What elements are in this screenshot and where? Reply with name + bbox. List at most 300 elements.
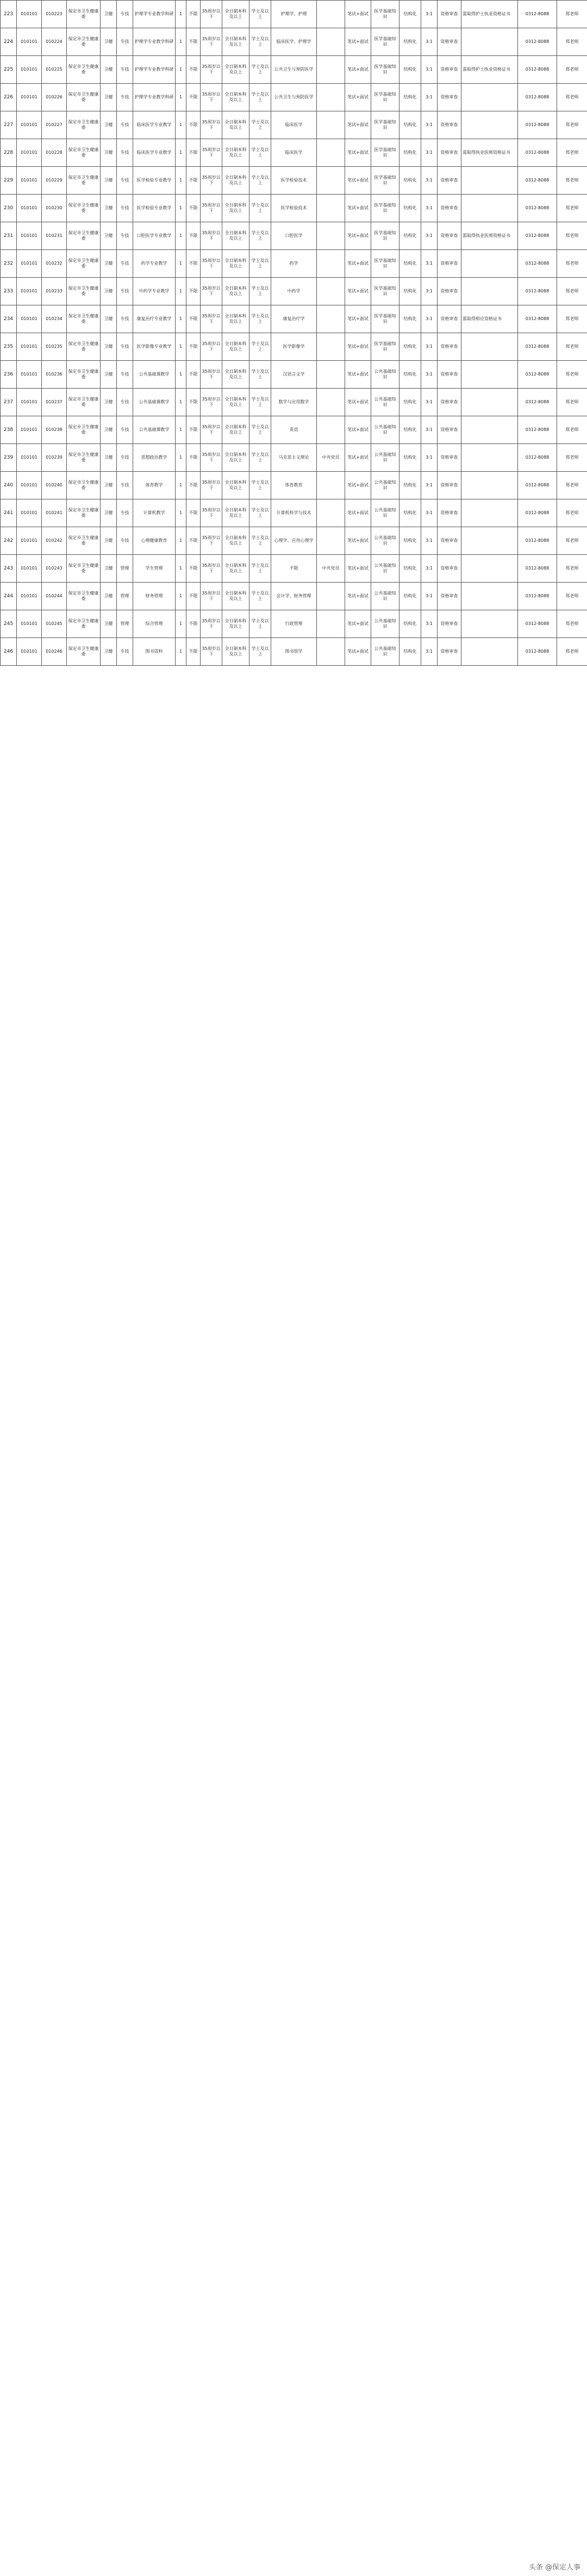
cell-org: 保定市卫生健康委 [67, 139, 101, 167]
cell-face: 结构化 [399, 278, 421, 305]
cell-cat: 专技 [117, 222, 133, 250]
cell-dept: 卫健 [101, 527, 117, 555]
table-row [1, 638, 587, 666]
cell-title: 心理健康教育 [133, 527, 176, 555]
cell-note: 需取得护士执业资格证书 [461, 1, 518, 28]
cell-no: 233 [1, 278, 17, 305]
cell-contact: 郑老师 [557, 305, 587, 333]
cell-age: 35周岁以下 [201, 111, 222, 139]
cell-face: 结构化 [399, 139, 421, 167]
cell-ratio: 3:1 [421, 1, 438, 28]
cell-dept: 卫健 [101, 250, 117, 278]
cell-unit: 010101 [17, 167, 42, 195]
cell-cat: 专技 [117, 139, 133, 167]
cell-dept: 卫健 [101, 139, 117, 167]
cell-ratio: 3:1 [421, 167, 438, 195]
cell-major: 马克思主义理论 [271, 444, 317, 472]
cell-other [317, 84, 345, 111]
cell-sex: 不限 [186, 527, 201, 555]
cell-major: 中药学 [271, 278, 317, 305]
cell-exam: 笔试+面试 [345, 416, 371, 444]
cell-title: 护理学专业教学科研 [133, 1, 176, 28]
cell-exam: 笔试+面试 [345, 167, 371, 195]
cell-sub: 医学基础知识 [371, 1, 399, 28]
cell-exam: 笔试+面试 [345, 28, 371, 56]
cell-dept: 卫健 [101, 333, 117, 361]
cell-edu: 全日制本科及以上 [222, 28, 249, 56]
cell-tel: 0312-8088 [518, 139, 557, 167]
watermark-text: 头条 @保定人事 [528, 2564, 580, 2572]
cell-ratio: 3:1 [421, 222, 438, 250]
cell-face: 结构化 [399, 472, 421, 499]
cell-exam: 笔试+面试 [345, 555, 371, 583]
cell-deg: 学士及以上 [249, 472, 271, 499]
cell-sex: 不限 [186, 84, 201, 111]
cell-title: 计算机教学 [133, 499, 176, 527]
cell-other [317, 472, 345, 499]
cell-edu: 全日制本科及以上 [222, 111, 249, 139]
cell-cat: 管理 [117, 610, 133, 638]
cell-major: 临床医学、护理学 [271, 28, 317, 56]
cell-dept: 卫健 [101, 222, 117, 250]
cell-face: 结构化 [399, 361, 421, 389]
cell-sub: 公共基础知识 [371, 361, 399, 389]
cell-unit: 010101 [17, 222, 42, 250]
cell-contact: 郑老师 [557, 444, 587, 472]
cell-n: 1 [176, 305, 186, 333]
cell-tel: 0312-8088 [518, 499, 557, 527]
cell-rev: 资格审查 [438, 472, 461, 499]
cell-edu: 全日制本科及以上 [222, 583, 249, 610]
cell-org: 保定市卫生健康委 [67, 361, 101, 389]
table-row [1, 333, 587, 361]
cell-face: 结构化 [399, 416, 421, 444]
cell-edu: 全日制本科及以上 [222, 278, 249, 305]
cell-major: 心理学、应用心理学 [271, 527, 317, 555]
cell-exam: 笔试+面试 [345, 195, 371, 222]
cell-post: 010244 [42, 583, 67, 610]
cell-ratio: 3:1 [421, 555, 438, 583]
cell-edu: 全日制本科及以上 [222, 333, 249, 361]
cell-age: 35周岁以下 [201, 84, 222, 111]
cell-contact: 郑老师 [557, 333, 587, 361]
cell-ratio: 3:1 [421, 111, 438, 139]
cell-other: 中共党员 [317, 444, 345, 472]
cell-n: 1 [176, 472, 186, 499]
cell-major: 会计学、财务管理 [271, 583, 317, 610]
table-row [1, 472, 587, 499]
cell-note [461, 444, 518, 472]
cell-n: 1 [176, 499, 186, 527]
cell-major: 医学影像学 [271, 333, 317, 361]
cell-major: 不限 [271, 555, 317, 583]
table-row [1, 84, 587, 111]
cell-deg: 学士及以上 [249, 139, 271, 167]
cell-sub: 公共基础知识 [371, 527, 399, 555]
cell-n: 1 [176, 278, 186, 305]
cell-no: 238 [1, 416, 17, 444]
cell-exam: 笔试+面试 [345, 139, 371, 167]
cell-age: 35周岁以下 [201, 444, 222, 472]
cell-n: 1 [176, 111, 186, 139]
cell-rev: 资格审查 [438, 361, 461, 389]
cell-note: 需取得执业医师资格证书 [461, 222, 518, 250]
table-row [1, 1, 587, 28]
cell-rev: 资格审查 [438, 278, 461, 305]
cell-post: 010239 [42, 444, 67, 472]
cell-other [317, 1, 345, 28]
cell-no: 243 [1, 555, 17, 583]
cell-sub: 公共基础知识 [371, 583, 399, 610]
table-row [1, 499, 587, 527]
cell-other [317, 333, 345, 361]
cell-major: 医学检验技术 [271, 195, 317, 222]
cell-unit: 010101 [17, 333, 42, 361]
cell-n: 1 [176, 333, 186, 361]
cell-major: 公共卫生与预防医学 [271, 84, 317, 111]
cell-deg: 学士及以上 [249, 56, 271, 84]
cell-org: 保定市卫生健康委 [67, 389, 101, 416]
cell-dept: 卫健 [101, 167, 117, 195]
cell-cat: 专技 [117, 111, 133, 139]
cell-exam: 笔试+面试 [345, 389, 371, 416]
cell-sex: 不限 [186, 28, 201, 56]
cell-tel: 0312-8088 [518, 222, 557, 250]
cell-deg: 学士及以上 [249, 111, 271, 139]
cell-org: 保定市卫生健康委 [67, 610, 101, 638]
cell-title: 康复治疗专业教学 [133, 305, 176, 333]
cell-tel: 0312-8088 [518, 111, 557, 139]
cell-org: 保定市卫生健康委 [67, 56, 101, 84]
cell-title: 财务管理 [133, 583, 176, 610]
cell-dept: 卫健 [101, 195, 117, 222]
cell-age: 35周岁以下 [201, 56, 222, 84]
cell-other [317, 111, 345, 139]
cell-other [317, 416, 345, 444]
cell-sex: 不限 [186, 333, 201, 361]
cell-sub: 医学基础知识 [371, 195, 399, 222]
cell-sex: 不限 [186, 389, 201, 416]
cell-contact: 郑老师 [557, 610, 587, 638]
cell-other [317, 583, 345, 610]
cell-org: 保定市卫生健康委 [67, 416, 101, 444]
cell-edu: 全日制本科及以上 [222, 555, 249, 583]
cell-unit: 010101 [17, 638, 42, 666]
cell-other [317, 250, 345, 278]
cell-n: 1 [176, 361, 186, 389]
cell-dept: 卫健 [101, 610, 117, 638]
cell-rev: 资格审查 [438, 250, 461, 278]
cell-no: 237 [1, 389, 17, 416]
cell-rev: 资格审查 [438, 28, 461, 56]
cell-note [461, 361, 518, 389]
cell-face: 结构化 [399, 195, 421, 222]
cell-sub: 医学基础知识 [371, 167, 399, 195]
cell-sub: 公共基础知识 [371, 472, 399, 499]
cell-exam: 笔试+面试 [345, 499, 371, 527]
cell-tel: 0312-8088 [518, 278, 557, 305]
table-row [1, 610, 587, 638]
cell-note [461, 167, 518, 195]
cell-deg: 学士及以上 [249, 167, 271, 195]
cell-age: 35周岁以下 [201, 222, 222, 250]
cell-sex: 不限 [186, 195, 201, 222]
cell-no: 231 [1, 222, 17, 250]
cell-title: 体育教学 [133, 472, 176, 499]
cell-sex: 不限 [186, 499, 201, 527]
cell-rev: 资格审查 [438, 222, 461, 250]
cell-major: 口腔医学 [271, 222, 317, 250]
cell-post: 010236 [42, 361, 67, 389]
cell-contact: 郑老师 [557, 472, 587, 499]
cell-ratio: 3:1 [421, 444, 438, 472]
cell-deg: 学士及以上 [249, 84, 271, 111]
cell-unit: 010101 [17, 499, 42, 527]
cell-sub: 公共基础知识 [371, 610, 399, 638]
cell-n: 1 [176, 444, 186, 472]
cell-cat: 管理 [117, 555, 133, 583]
cell-cat: 专技 [117, 416, 133, 444]
cell-title: 公共基础课教学 [133, 389, 176, 416]
table-row [1, 111, 587, 139]
cell-edu: 全日制本科及以上 [222, 472, 249, 499]
cell-age: 35周岁以下 [201, 305, 222, 333]
table-row [1, 278, 587, 305]
cell-deg: 学士及以上 [249, 250, 271, 278]
cell-sub: 医学基础知识 [371, 250, 399, 278]
cell-unit: 010101 [17, 527, 42, 555]
table-row [1, 167, 587, 195]
cell-rev: 资格审查 [438, 638, 461, 666]
cell-exam: 笔试+面试 [345, 472, 371, 499]
cell-title: 思想政治教学 [133, 444, 176, 472]
cell-post: 010232 [42, 250, 67, 278]
cell-deg: 学士及以上 [249, 499, 271, 527]
cell-major: 药学 [271, 250, 317, 278]
cell-exam: 笔试+面试 [345, 250, 371, 278]
cell-edu: 全日制本科及以上 [222, 56, 249, 84]
recruitment-table [0, 0, 587, 666]
cell-n: 1 [176, 527, 186, 555]
cell-ratio: 3:1 [421, 416, 438, 444]
cell-sex: 不限 [186, 56, 201, 84]
cell-title: 图书资料 [133, 638, 176, 666]
cell-tel: 0312-8088 [518, 610, 557, 638]
cell-cat: 专技 [117, 1, 133, 28]
cell-major: 护理学、护理 [271, 1, 317, 28]
cell-other [317, 527, 345, 555]
cell-other [317, 222, 345, 250]
cell-title: 医学检验专业教学 [133, 167, 176, 195]
cell-edu: 全日制本科及以上 [222, 499, 249, 527]
cell-post: 010241 [42, 499, 67, 527]
cell-unit: 010101 [17, 195, 42, 222]
cell-deg: 学士及以上 [249, 527, 271, 555]
cell-ratio: 3:1 [421, 333, 438, 361]
cell-title: 综合管理 [133, 610, 176, 638]
cell-rev: 资格审查 [438, 195, 461, 222]
cell-dept: 卫健 [101, 56, 117, 84]
cell-org: 保定市卫生健康委 [67, 583, 101, 610]
cell-rev: 资格审查 [438, 610, 461, 638]
cell-major: 汉语言文学 [271, 361, 317, 389]
cell-cat: 专技 [117, 278, 133, 305]
cell-note [461, 583, 518, 610]
cell-other [317, 361, 345, 389]
cell-sub: 医学基础知识 [371, 28, 399, 56]
cell-tel: 0312-8088 [518, 444, 557, 472]
cell-cat: 专技 [117, 305, 133, 333]
cell-n: 1 [176, 416, 186, 444]
cell-tel: 0312-8088 [518, 555, 557, 583]
cell-post: 010235 [42, 333, 67, 361]
cell-org: 保定市卫生健康委 [67, 167, 101, 195]
cell-contact: 郑老师 [557, 167, 587, 195]
cell-deg: 学士及以上 [249, 333, 271, 361]
cell-note [461, 416, 518, 444]
cell-org: 保定市卫生健康委 [67, 111, 101, 139]
cell-sex: 不限 [186, 555, 201, 583]
cell-no: 232 [1, 250, 17, 278]
cell-unit: 010101 [17, 583, 42, 610]
cell-sex: 不限 [186, 305, 201, 333]
cell-n: 1 [176, 167, 186, 195]
cell-rev: 资格审查 [438, 389, 461, 416]
cell-note [461, 333, 518, 361]
cell-sub: 公共基础知识 [371, 499, 399, 527]
cell-contact: 郑老师 [557, 28, 587, 56]
cell-no: 225 [1, 56, 17, 84]
cell-no: 235 [1, 333, 17, 361]
cell-edu: 全日制本科及以上 [222, 84, 249, 111]
cell-post: 010230 [42, 195, 67, 222]
cell-rev: 资格审查 [438, 305, 461, 333]
cell-post: 010226 [42, 84, 67, 111]
cell-cat: 专技 [117, 195, 133, 222]
cell-contact: 郑老师 [557, 527, 587, 555]
table-row [1, 555, 587, 583]
cell-sub: 公共基础知识 [371, 638, 399, 666]
cell-rev: 资格审查 [438, 416, 461, 444]
cell-sex: 不限 [186, 111, 201, 139]
cell-dept: 卫健 [101, 499, 117, 527]
cell-cat: 专技 [117, 333, 133, 361]
cell-edu: 全日制本科及以上 [222, 167, 249, 195]
cell-other [317, 389, 345, 416]
cell-contact: 郑老师 [557, 499, 587, 527]
cell-edu: 全日制本科及以上 [222, 527, 249, 555]
cell-tel: 0312-8088 [518, 56, 557, 84]
cell-title: 护理学专业教学科研 [133, 28, 176, 56]
cell-rev: 资格审查 [438, 1, 461, 28]
cell-other [317, 167, 345, 195]
cell-no: 223 [1, 1, 17, 28]
cell-rev: 资格审查 [438, 444, 461, 472]
cell-org: 保定市卫生健康委 [67, 305, 101, 333]
cell-n: 1 [176, 28, 186, 56]
cell-face: 结构化 [399, 250, 421, 278]
cell-sex: 不限 [186, 638, 201, 666]
cell-age: 35周岁以下 [201, 583, 222, 610]
cell-sex: 不限 [186, 139, 201, 167]
cell-contact: 郑老师 [557, 111, 587, 139]
cell-edu: 全日制本科及以上 [222, 222, 249, 250]
cell-major: 康复治疗学 [271, 305, 317, 333]
cell-dept: 卫健 [101, 583, 117, 610]
cell-face: 结构化 [399, 444, 421, 472]
cell-no: 227 [1, 111, 17, 139]
cell-ratio: 3:1 [421, 610, 438, 638]
cell-no: 230 [1, 195, 17, 222]
cell-post: 010234 [42, 305, 67, 333]
cell-age: 35周岁以下 [201, 278, 222, 305]
cell-dept: 卫健 [101, 111, 117, 139]
cell-deg: 学士及以上 [249, 638, 271, 666]
cell-deg: 学士及以上 [249, 416, 271, 444]
cell-ratio: 3:1 [421, 527, 438, 555]
cell-deg: 学士及以上 [249, 555, 271, 583]
cell-no: 242 [1, 527, 17, 555]
cell-exam: 笔试+面试 [345, 638, 371, 666]
cell-cat: 专技 [117, 499, 133, 527]
cell-unit: 010101 [17, 555, 42, 583]
cell-exam: 笔试+面试 [345, 56, 371, 84]
cell-contact: 郑老师 [557, 361, 587, 389]
cell-unit: 010101 [17, 84, 42, 111]
cell-sex: 不限 [186, 610, 201, 638]
cell-rev: 资格审查 [438, 333, 461, 361]
cell-rev: 资格审查 [438, 56, 461, 84]
cell-note [461, 638, 518, 666]
cell-cat: 管理 [117, 583, 133, 610]
cell-post: 010238 [42, 416, 67, 444]
cell-rev: 资格审查 [438, 555, 461, 583]
cell-dept: 卫健 [101, 28, 117, 56]
cell-sex: 不限 [186, 167, 201, 195]
cell-deg: 学士及以上 [249, 305, 271, 333]
cell-no: 246 [1, 638, 17, 666]
cell-n: 1 [176, 555, 186, 583]
cell-cat: 专技 [117, 444, 133, 472]
cell-unit: 010101 [17, 361, 42, 389]
cell-other [317, 56, 345, 84]
cell-face: 结构化 [399, 527, 421, 555]
cell-post: 010225 [42, 56, 67, 84]
cell-sub: 医学基础知识 [371, 333, 399, 361]
cell-no: 239 [1, 444, 17, 472]
cell-contact: 郑老师 [557, 278, 587, 305]
cell-major: 临床医学 [271, 139, 317, 167]
cell-deg: 学士及以上 [249, 361, 271, 389]
cell-exam: 笔试+面试 [345, 1, 371, 28]
cell-face: 结构化 [399, 638, 421, 666]
cell-unit: 010101 [17, 389, 42, 416]
cell-post: 010223 [42, 1, 67, 28]
cell-age: 35周岁以下 [201, 389, 222, 416]
cell-org: 保定市卫生健康委 [67, 195, 101, 222]
recruitment-table-sheet [0, 0, 587, 666]
cell-tel: 0312-8088 [518, 195, 557, 222]
cell-edu: 全日制本科及以上 [222, 389, 249, 416]
cell-face: 结构化 [399, 1, 421, 28]
cell-ratio: 3:1 [421, 361, 438, 389]
cell-title: 临床医学专业教学 [133, 111, 176, 139]
cell-age: 35周岁以下 [201, 638, 222, 666]
cell-org: 保定市卫生健康委 [67, 527, 101, 555]
cell-org: 保定市卫生健康委 [67, 555, 101, 583]
cell-edu: 全日制本科及以上 [222, 195, 249, 222]
cell-contact: 郑老师 [557, 416, 587, 444]
